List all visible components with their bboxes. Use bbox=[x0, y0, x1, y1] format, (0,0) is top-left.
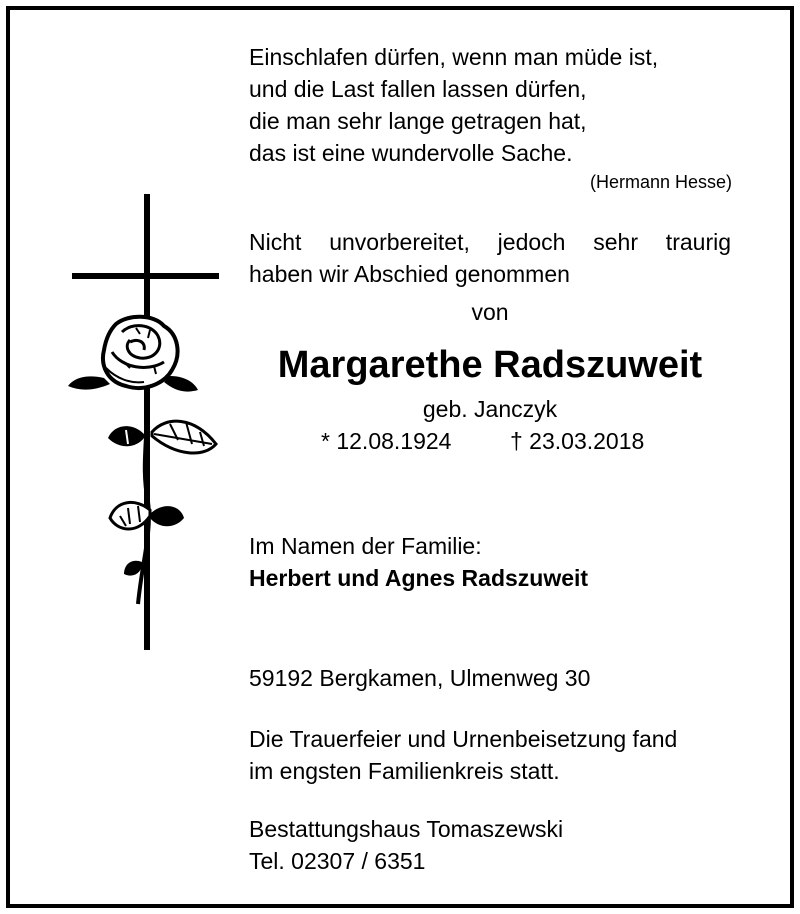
funeral-home-phone: Tel. 02307 / 6351 bbox=[249, 848, 426, 874]
poem-line: und die Last fallen lassen dürfen, bbox=[249, 76, 587, 102]
cross-icon-bar bbox=[72, 273, 219, 279]
maiden-name: geb. Janczyk bbox=[422, 396, 558, 422]
funeral-home-name: Bestattungshaus Tomaszewski bbox=[249, 816, 564, 842]
intro-text bbox=[249, 226, 731, 290]
family-names: Herbert und Agnes Radszuweit bbox=[249, 565, 589, 591]
death-date: † 23.03.2018 bbox=[510, 428, 645, 454]
poem-line: die man sehr lange getragen hat, bbox=[249, 108, 587, 134]
intro-line: haben wir Abschied genommen bbox=[249, 261, 570, 287]
intro-line: Nicht unvorbereitet, jedoch sehr traurig bbox=[249, 229, 731, 255]
address: 59192 Bergkamen, Ulmenweg 30 bbox=[249, 665, 591, 691]
poem-line: das ist eine wundervolle Sache. bbox=[249, 140, 573, 166]
birth-date: * 12.08.1924 bbox=[321, 428, 452, 454]
rose-icon bbox=[66, 312, 221, 612]
poem-attribution: (Hermann Hesse) bbox=[589, 172, 732, 192]
family-label: Im Namen der Familie: bbox=[249, 533, 482, 559]
von-text: von bbox=[471, 299, 509, 325]
deceased-name: Margarethe Radszuweit bbox=[277, 344, 703, 386]
poem-line: Einschlafen dürfen, wenn man müde ist, bbox=[249, 44, 659, 70]
ceremony-line: im engsten Familienkreis statt. bbox=[249, 758, 560, 784]
ceremony-line: Die Trauerfeier und Urnenbeisetzung fand bbox=[249, 726, 678, 752]
